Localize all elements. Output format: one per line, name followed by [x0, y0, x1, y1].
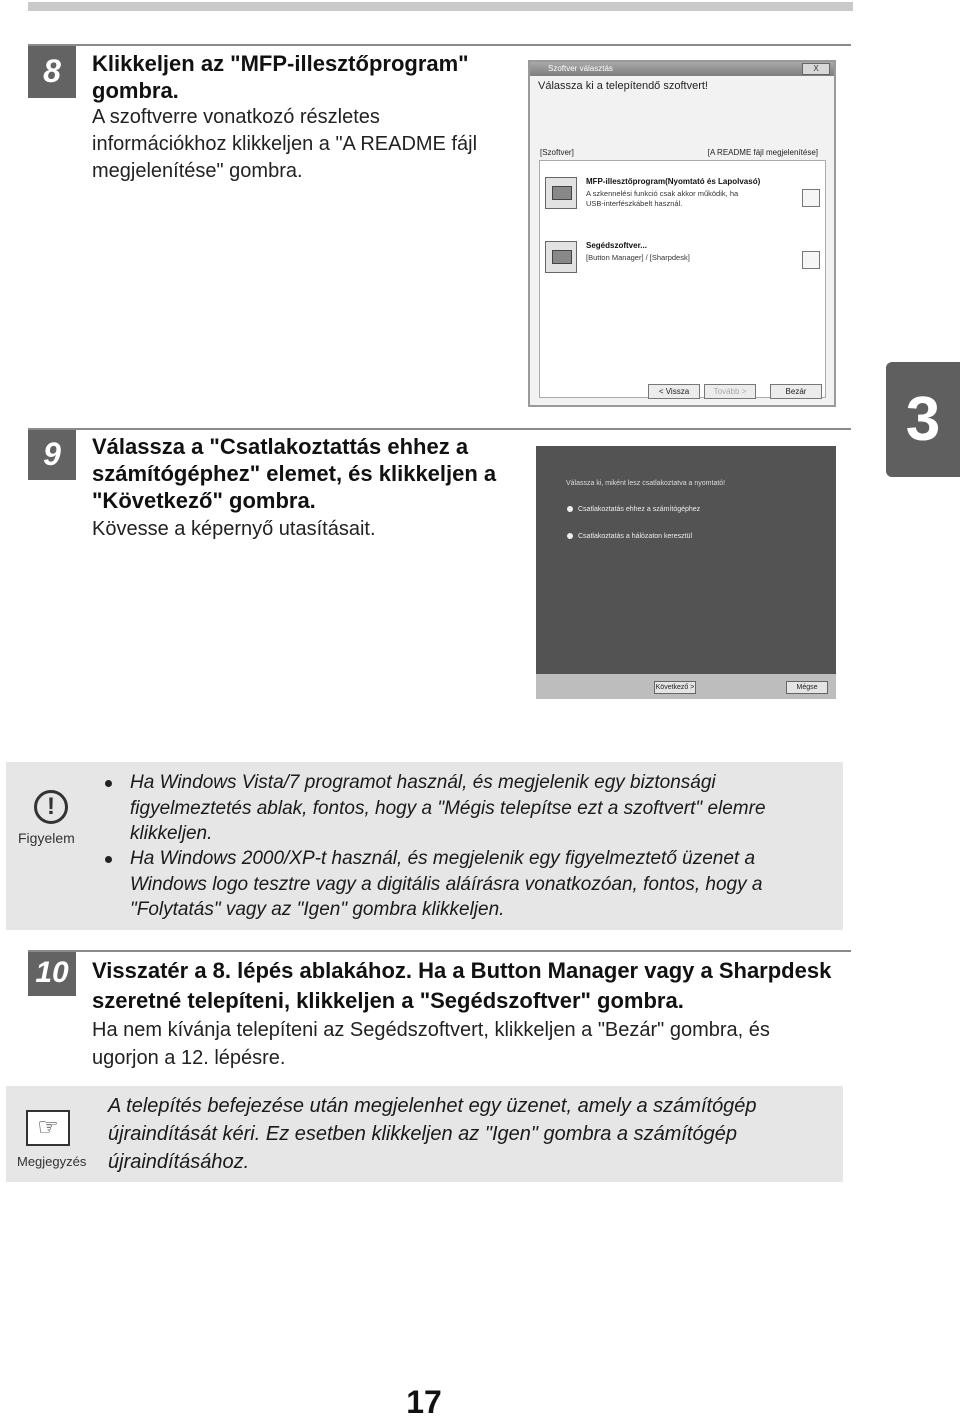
- step-8-body: A szoftverre vonatkozó részletes információkhoz klikkeljen a "A README fájl megjelenítése" gombra.: [92, 106, 478, 182]
- connection-question: Válassza ki, miként lesz csatlakoztatva a nyomtató!: [566, 480, 726, 487]
- next-button[interactable]: Következő >: [654, 681, 696, 694]
- step-9-title: Válassza a "Csatlakoztattás ehhez a számítógéphez" elemet, és klikkeljen a "Következő" gombra.: [92, 434, 497, 513]
- step-9-number: 9: [28, 428, 76, 480]
- note-text: A telepítés befejezése után megjelenhet egy üzenet, amely a számítógép újraindítását kéri. Ez esetben klikkeljen az "Igen" gombra a számítógép újraindításához.: [108, 1095, 757, 1173]
- mfp-driver-desc-1: A szkennelési funkció csak akkor működik, ha: [586, 189, 739, 198]
- readme-column-label: [A README fájl megjelenítése]: [707, 148, 818, 157]
- option-local-connection[interactable]: [567, 506, 700, 513]
- step-10-body: Ha nem kívánja telepíteni az Segédszoftvert, klikkeljen a "Bezár" gombra, és ugorjon a 12. lépésre.: [92, 1019, 770, 1069]
- mfp-driver-title[interactable]: MFP-illesztőprogram(Nyomtató és Lapolvasó): [586, 177, 761, 186]
- exclamation-icon: !: [34, 790, 68, 824]
- dialog-button-row: [648, 384, 822, 399]
- caution-box: [6, 762, 843, 930]
- utility-software-desc: [Button Manager] / [Sharpdesk]: [586, 253, 690, 262]
- readme-document-icon-2[interactable]: [802, 251, 820, 269]
- top-decorative-bar: [28, 2, 853, 11]
- next-button[interactable]: Tovább >: [704, 384, 756, 399]
- pointing-hand-icon: ☞: [26, 1110, 70, 1146]
- step-8-number: 8: [28, 44, 76, 98]
- step-9-body: Kövesse a képernyő utasításait.: [92, 518, 376, 540]
- step-10-title: Visszatér a 8. lépés ablakához. Ha a Button Manager vagy a Sharpdesk szeretné telepíteni, klikkeljen a "Segédszoftver" gombra.: [92, 958, 832, 1013]
- connection-dialog-body: [536, 446, 836, 674]
- mfp-driver-desc-2: USB-interfészkábelt használ.: [586, 199, 683, 208]
- caution-bullet-1-text: Ha Windows Vista/7 programot használ, és megjelenik egy biztonsági figyelmeztetés ablak, fontos, hogy a "Mégis telepítse ezt a szoftvert" elemre klikkeljen.: [130, 772, 766, 844]
- cancel-button[interactable]: Mégse: [786, 681, 828, 694]
- option-local-label: Csatlakoztatás ehhez a számítógéphez: [578, 506, 701, 513]
- dialog-title: Szoftver választás: [548, 64, 613, 73]
- dialog-titlebar: [530, 62, 834, 76]
- bullet-icon: [105, 780, 112, 787]
- printer-driver-icon[interactable]: [545, 177, 577, 209]
- note-label: Megjegyzés: [17, 1154, 87, 1169]
- caution-label: Figyelem: [18, 830, 75, 846]
- option-network-connection[interactable]: [567, 533, 692, 540]
- software-column-label: [Szoftver]: [540, 148, 574, 157]
- utility-software-icon[interactable]: [545, 241, 577, 273]
- radio-selected-icon[interactable]: [567, 506, 573, 512]
- software-list-panel: [539, 160, 826, 398]
- bullet-icon: [105, 856, 112, 863]
- close-button[interactable]: Bezár: [770, 384, 822, 399]
- chapter-tab: 3: [886, 362, 960, 477]
- caution-bullet-2: [105, 846, 835, 923]
- readme-document-icon[interactable]: [802, 189, 820, 207]
- dialog-close-icon[interactable]: X: [802, 63, 830, 75]
- utility-software-title[interactable]: Segédszoftver...: [586, 241, 647, 250]
- caution-bullet-1: [105, 770, 835, 847]
- note-box: [6, 1086, 843, 1182]
- step-8-rule: [28, 44, 851, 46]
- software-selection-dialog: [528, 60, 836, 407]
- dialog-heading: Válassza ki a telepítendő szoftvert!: [538, 80, 708, 92]
- step-10-rule: [28, 950, 851, 952]
- option-network-label: Csatlakoztatás a hálózaton keresztül: [578, 533, 693, 540]
- step-9-rule: [28, 428, 851, 430]
- connection-dialog: [536, 446, 836, 699]
- caution-bullet-2-text: Ha Windows 2000/XP-t használ, és megjelenik egy figyelmeztető üzenet a Windows logo tesztre vagy a digitális aláírásra vonatkozóan, fontos, hogy a "Folytatás" vagy az "Igen" gombra klikkeljen.: [130, 848, 763, 920]
- step-8-title: Klikkeljen az "MFP-illesztőprogram" gombra.: [92, 51, 469, 103]
- page-number: 17: [406, 1384, 442, 1420]
- back-button[interactable]: < Vissza: [648, 384, 700, 399]
- radio-icon[interactable]: [567, 533, 573, 539]
- step-10-number: 10: [28, 950, 76, 996]
